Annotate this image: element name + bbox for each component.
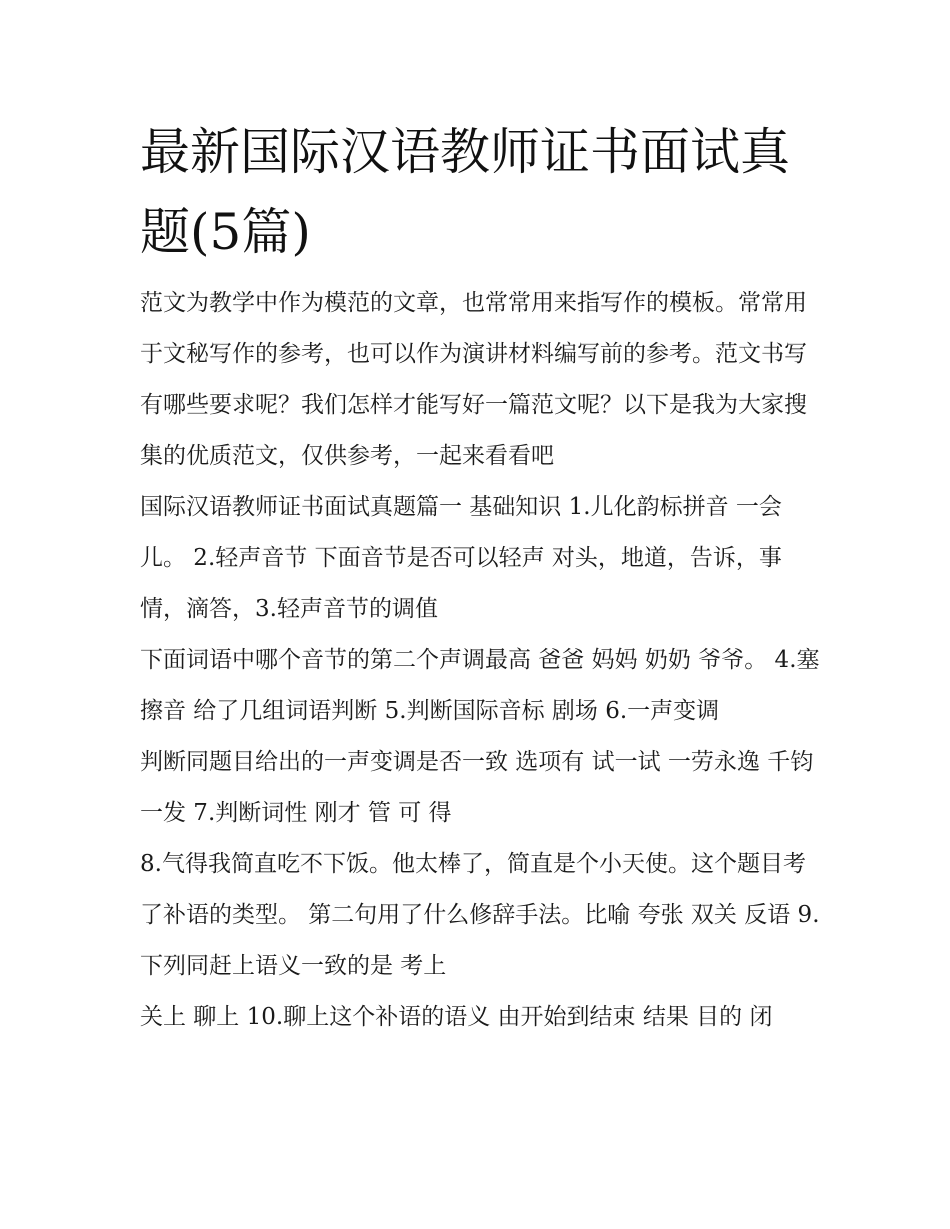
body-paragraph: 8.气得我简直吃不下饭。他太棒了，简直是个小天使。这个题目考了补语的类型。 第二句用了什么修辞手法。比喻 夸张 双关 反语 9.下列同赶上语义一致的是 考上 [140,851,820,979]
body-paragraph: 关上 聊上 10.聊上这个补语的语义 由开始到结束 结果 目的 闭 [140,1004,773,1030]
document-title: 最新国际汉语教师证书面试真题(5篇) [140,123,790,261]
document-body [140,278,820,1043]
intro-paragraph: 范文为教学中作为模范的文章，也常常用来指写作的模板。常常用于文秘写作的参考，也可以作为演讲材料编写前的参考。范文书写有哪些要求呢？我们怎样才能写好一篇范文呢？以下是我为大家搜集的优质范文，仅供参考，一起来看看吧 [140,290,807,469]
body-paragraph: 国际汉语教师证书面试真题篇一 基础知识 1.儿化韵标拼音 一会儿。 2.轻声音节 下面音节是否可以轻声 对头，地道，告诉，事情，滴答，3.轻声音节的调值 [140,494,782,622]
body-paragraph: 下面词语中哪个音节的第二个声调最高 爸爸 妈妈 奶奶 爷爷。 4.塞擦音 给了几组词语判断 5.判断国际音标 剧场 6.一声变调 [140,647,820,724]
body-paragraph: 判断同题目给出的一声变调是否一致 选项有 试一试 一劳永逸 千钧一发 7.判断词性 刚才 管 可 得 [140,749,814,826]
